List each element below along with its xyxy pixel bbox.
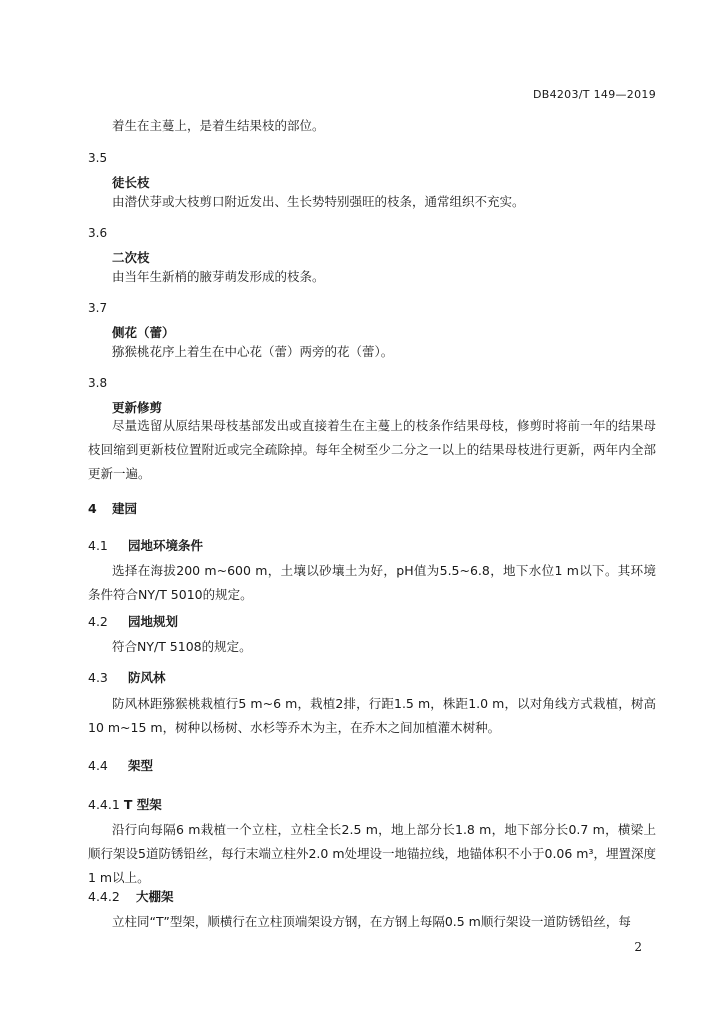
section-heading (88, 499, 137, 517)
subsubsection-number: 4.4.2 (88, 889, 120, 904)
term-title: 更新修剪 (112, 400, 163, 415)
subsection-number: 4.2 (88, 614, 108, 629)
term-number: 3.7 (88, 301, 108, 315)
subsection-paragraph: 符合NY/T 5108的规定。 (112, 639, 252, 654)
section-title: 建园 (112, 501, 138, 516)
subsubsection-title: T 型架 (123, 797, 162, 812)
term-number: 3.5 (88, 151, 108, 165)
subsection-heading (88, 668, 166, 686)
subsubsection-heading (88, 795, 162, 813)
subsection-paragraph: 防风林距猕猴桃栽植行5 m~6 m，栽植2排，行距1.5 m，株距1.0 m，以对角线方式栽植，树高10 m~15 m，树种以杨树、水杉等乔木为主，在乔木之间加植灌木树种。 (88, 696, 656, 735)
subsection-title: 园地环境条件 (128, 538, 204, 553)
subsection-number: 4.4 (88, 758, 108, 773)
subsubsection-heading (88, 887, 174, 905)
term-definition: 尽量选留从原结果母枝基部发出或直接着生在主蔓上的枝条作结果母枝，修剪时将前一年的结果母枝回缩到更新枝位置附近或完全疏除掉。每年全树至少二分之一以上的结果母枝进行更新，两年内全部更新一遍。 (88, 418, 656, 481)
term-definition: 猕猴桃花序上着生在中心花（蕾）两旁的花（蕾）。 (112, 344, 394, 359)
subsubsection-paragraph: 立柱同“T”型架，顺横行在立柱顶端架设方钢，在方钢上每隔0.5 m顺行架设一道防锈铅丝，每 (112, 914, 631, 929)
subsection-number: 4.1 (88, 538, 108, 553)
intro-paragraph: 着生在主蔓上，是着生结果枝的部位。 (112, 118, 325, 133)
term-number: 3.8 (88, 376, 108, 390)
subsection-paragraph: 选择在海拔200 m~600 m，土壤以砂壤土为好，pH值为5.5~6.8，地下水位1 m以下。其环境条件符合NY/T 5010的规定。 (88, 563, 656, 602)
subsection-heading (88, 756, 153, 774)
subsection-title: 园地规划 (128, 614, 179, 629)
term-number: 3.6 (88, 226, 108, 240)
term-title: 二次枝 (112, 250, 150, 265)
document-header-id: DB4203/T 149—2019 (532, 88, 656, 101)
subsection-heading (88, 612, 178, 630)
subsubsection-number: 4.4.1 (88, 797, 120, 812)
section-number: 4 (88, 501, 97, 516)
page-number: 2 (634, 940, 642, 954)
term-title: 侧花（蕾） (112, 325, 175, 340)
term-title: 徒长枝 (112, 175, 150, 190)
subsubsection-paragraph: 沿行向每隔6 m栽植一个立柱，立柱全长2.5 m，地上部分长1.8 m，地下部分长0.7 m，横梁上顺行架设5道防锈铅丝，每行末端立柱外2.0 m处埋设一地锚拉线，地锚体积不小于0.06 m³，埋置深度1 m以上。 (88, 822, 656, 885)
subsection-heading (88, 536, 203, 554)
subsubsection-title: 大棚架 (136, 889, 174, 904)
term-definition: 由当年生新梢的腋芽萌发形成的枝条。 (112, 269, 325, 284)
subsection-title: 防风林 (128, 670, 166, 685)
subsection-number: 4.3 (88, 670, 108, 685)
term-definition: 由潜伏芽或大枝剪口附近发出、生长势特别强旺的枝条，通常组织不充实。 (112, 194, 525, 209)
subsection-title: 架型 (128, 758, 154, 773)
